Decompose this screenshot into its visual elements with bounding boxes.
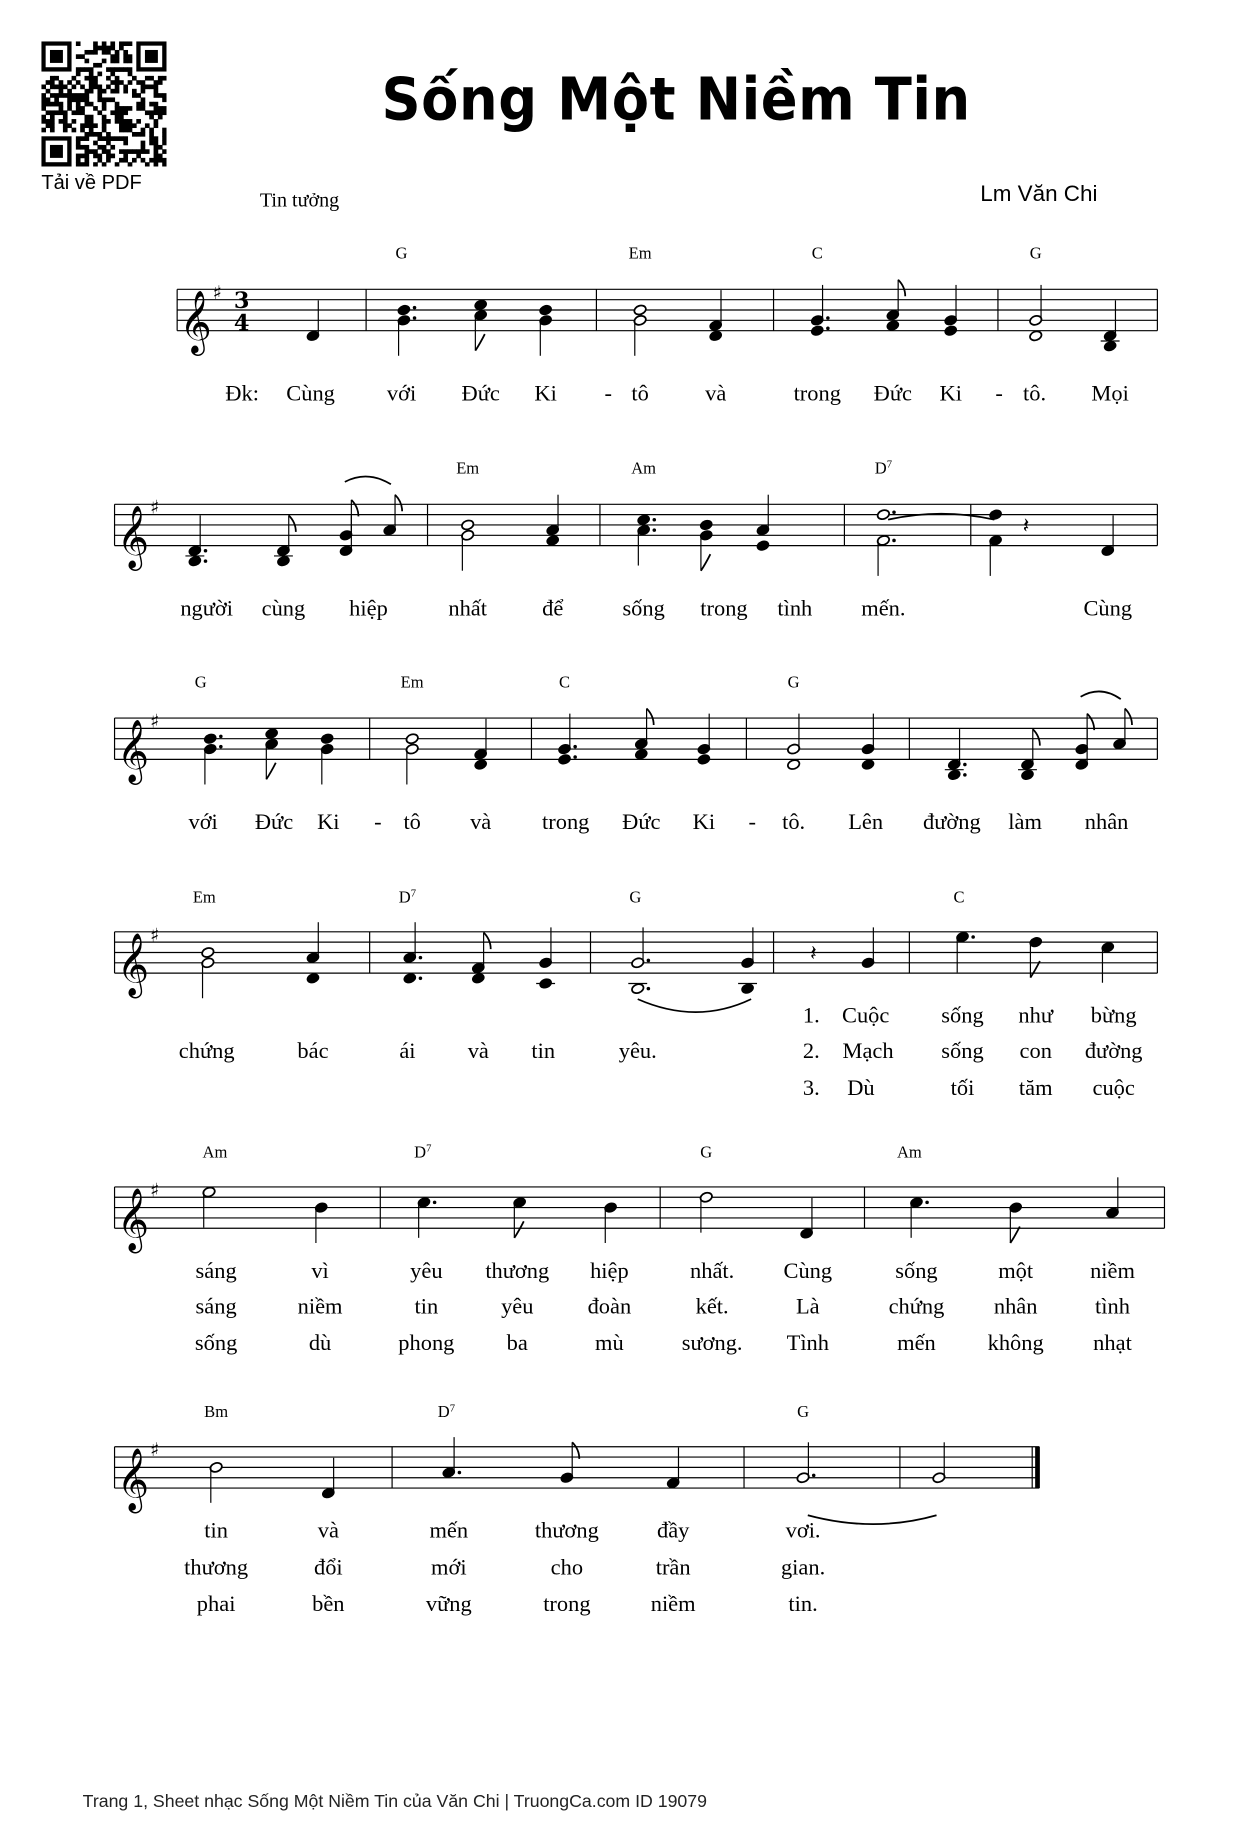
lyric-syllable: tô.	[1023, 381, 1047, 407]
lyric-syllable: thương	[485, 1258, 550, 1284]
lyric-syllable: bền	[312, 1591, 345, 1617]
chord-root: C	[953, 889, 965, 908]
lyric-syllable: Ki	[317, 810, 340, 835]
lyric-syllable: Cuộc	[841, 1003, 890, 1029]
treble-clef-icon: 𝄞	[116, 718, 150, 782]
chord-root: Em	[192, 889, 216, 908]
lyric-syllable: Mọi	[1091, 381, 1129, 407]
treble-clef-icon: 𝄞	[116, 1447, 150, 1511]
lyric-syllable: và	[705, 381, 727, 407]
lyric-syllable: tin.	[788, 1591, 818, 1617]
treble-clef-icon: 𝄞	[116, 1187, 150, 1251]
lyric-syllable: nhất	[448, 596, 487, 622]
lyric-syllable: chứng	[178, 1039, 235, 1065]
lyric-syllable: mù	[595, 1330, 624, 1356]
lyric-syllable: tình	[1095, 1294, 1130, 1320]
lyric-syllable: cuộc	[1092, 1075, 1135, 1101]
lyric-syllable: tăm	[1018, 1075, 1053, 1101]
lyric-syllable: tô.	[782, 810, 806, 835]
lyric-syllable: đoàn	[587, 1294, 632, 1320]
lyric-syllable: Lên	[848, 810, 884, 835]
lyric-syllable: đầy	[656, 1518, 690, 1544]
chord-root: G	[395, 245, 408, 264]
lyric-syllable: ba	[506, 1330, 528, 1356]
lyric-syllable: Đức	[254, 810, 294, 835]
lyric-syllable: phai	[196, 1591, 236, 1617]
chord-symbol	[204, 1404, 228, 1423]
lyric-syllable: -	[604, 381, 612, 407]
lyric-syllable: như	[1018, 1003, 1054, 1029]
lyric-syllable: cùng	[261, 596, 306, 622]
chord-root: Em	[400, 674, 424, 693]
lyric-syllable: cho	[550, 1555, 584, 1581]
lyric-syllable: vì	[311, 1258, 329, 1284]
lyric-syllable: kết.	[695, 1294, 729, 1320]
chord-root: Am	[631, 460, 657, 479]
lyric-syllable: 1.	[802, 1003, 820, 1029]
treble-clef-icon: 𝄞	[116, 505, 150, 569]
chord-root: C	[559, 674, 571, 693]
lyric-syllable: bừng	[1090, 1003, 1137, 1029]
lyric-syllable: tin	[204, 1518, 228, 1544]
sharp-icon: ♯	[149, 1439, 160, 1462]
tempo-marking: Tin tưởng	[259, 188, 340, 212]
time-signature-bottom: 4	[233, 310, 250, 337]
lyric-syllable: Đức	[622, 810, 661, 835]
chord-root: Am	[202, 1144, 228, 1163]
lyric-syllable: ái	[399, 1039, 416, 1065]
chord-root: Am	[896, 1144, 922, 1163]
lyric-syllable: Đk:	[225, 381, 259, 407]
lyric-syllable: con	[1019, 1039, 1052, 1065]
lyric-syllable: Cùng	[783, 1258, 833, 1284]
chord-root: G	[787, 674, 800, 693]
lyric-syllable: trong	[543, 1591, 591, 1617]
lyric-syllable: Mạch	[842, 1039, 894, 1065]
lyric-syllable: tô	[631, 381, 649, 407]
lyric-syllable: làm	[1008, 810, 1042, 835]
chord-root: D	[414, 1144, 427, 1163]
lyric-syllable: và	[317, 1518, 339, 1544]
chord-root: D	[398, 889, 411, 908]
lyric-syllable: trong	[542, 810, 590, 835]
chord-extension: 7	[410, 886, 417, 899]
sharp-icon: ♯	[149, 924, 160, 947]
lyric-syllable: -	[374, 810, 382, 835]
composer: Lm Văn Chi	[980, 181, 1098, 207]
lyric-syllable: và	[470, 810, 492, 835]
treble-clef-icon: 𝄞	[116, 932, 150, 996]
lyric-syllable: vơi.	[785, 1518, 821, 1544]
lyric-syllable: Ki	[534, 381, 557, 407]
lyric-syllable: người	[180, 596, 234, 622]
sharp-icon: ♯	[149, 710, 160, 733]
chord-extension: 7	[426, 1142, 432, 1154]
flag	[572, 1442, 579, 1459]
lyric-syllable: yêu	[501, 1294, 534, 1320]
lyric-syllable: nhân	[993, 1294, 1038, 1320]
lyric-syllable: sống	[941, 1003, 984, 1029]
lyric-syllable: yêu.	[618, 1039, 657, 1065]
dot	[458, 1471, 462, 1475]
lyric-syllable: phong	[398, 1330, 455, 1356]
sharp-icon: ♯	[212, 281, 222, 304]
lyric-syllable: Ki	[939, 381, 962, 407]
lyric-syllable: sáng	[195, 1294, 237, 1320]
lyric-syllable: và	[467, 1039, 489, 1065]
lyric-syllable: mới	[431, 1555, 467, 1581]
lyric-syllable: Đức	[873, 381, 912, 407]
lyric-syllable: không	[987, 1330, 1044, 1356]
dot	[812, 1474, 816, 1478]
lyric-syllable: trần	[655, 1555, 691, 1581]
treble-clef-icon: 𝄞	[179, 290, 212, 354]
chord-symbol	[437, 1401, 456, 1423]
lyric-syllable: tin	[414, 1294, 439, 1320]
lyric-syllable: mến	[897, 1330, 936, 1356]
chord-root: G	[629, 889, 642, 908]
lyric-syllable: niềm	[297, 1294, 343, 1320]
lyric-syllable: hiệp	[590, 1258, 629, 1284]
lyric-syllable: 2.	[802, 1039, 820, 1065]
lyric-syllable: thương	[534, 1518, 599, 1544]
tie-slur	[808, 1515, 937, 1524]
lyric-syllable: sương.	[681, 1330, 743, 1356]
lyric-syllable: sống	[194, 1330, 238, 1356]
time-signature-top: 3	[233, 288, 250, 315]
lyric-syllable: Là	[795, 1294, 820, 1320]
lyric-syllable: đường	[923, 810, 981, 835]
chord-root: G	[194, 674, 207, 693]
lyric-syllable: hiệp	[349, 596, 388, 622]
lyric-syllable: gian.	[780, 1555, 826, 1581]
lyric-syllable: sống	[895, 1258, 938, 1284]
lyric-syllable: dù	[308, 1330, 332, 1356]
lyric-syllable: bác	[297, 1039, 329, 1065]
chord-root: G	[797, 1404, 810, 1422]
lyric-syllable: mến.	[861, 596, 906, 622]
lyric-syllable: tin	[531, 1039, 556, 1065]
lyric-syllable: 3.	[802, 1075, 820, 1101]
chord-root: C	[811, 245, 823, 264]
chord-root: G	[700, 1144, 713, 1163]
lyric-syllable: niềm	[650, 1591, 696, 1617]
chord-root: Em	[628, 245, 652, 264]
quarter-rest-icon: 𝄽	[1022, 513, 1030, 539]
lyric-syllable: Tình	[786, 1330, 829, 1356]
lyric-syllable: Cùng	[1083, 596, 1133, 622]
lyric-syllable: trong	[793, 381, 841, 407]
lyric-syllable: trong	[700, 596, 748, 622]
lyric-syllable: tô	[403, 810, 421, 835]
lyric-syllable: tối	[950, 1075, 975, 1101]
lyric-syllable: để	[542, 596, 564, 622]
lyric-syllable: nhất.	[690, 1258, 735, 1284]
lyric-syllable: sống	[941, 1039, 984, 1065]
lyric-syllable: chứng	[888, 1294, 945, 1320]
download-pdf-link[interactable]: Tải về PDF	[41, 171, 142, 194]
chord-root: G	[1029, 245, 1042, 264]
chord-root: Em	[456, 460, 480, 479]
lyric-syllable: tình	[777, 596, 813, 622]
lyric-syllable: nhân	[1084, 810, 1129, 835]
quarter-rest-icon: 𝄽	[810, 941, 817, 967]
lyric-syllable: với	[386, 381, 417, 407]
sharp-icon: ♯	[149, 1179, 160, 1202]
lyric-syllable: đường	[1084, 1039, 1143, 1065]
lyric-syllable: mến	[429, 1518, 469, 1544]
lyric-syllable: vững	[425, 1591, 472, 1617]
lyric-syllable: sáng	[195, 1258, 237, 1284]
lyric-syllable: Ki	[692, 810, 716, 835]
lyric-syllable: -	[748, 810, 757, 835]
chord-root: D	[437, 1404, 450, 1422]
lyric-syllable: đổi	[313, 1555, 343, 1581]
chord-extension: 7	[886, 458, 893, 471]
lyric-syllable: niềm	[1090, 1258, 1135, 1284]
lyric-syllable: nhạt	[1093, 1330, 1132, 1356]
lyric-syllable: một	[998, 1258, 1034, 1284]
song-title: Sống Một Niềm Tin	[381, 64, 971, 134]
lyric-syllable: yêu	[410, 1258, 443, 1284]
lyric-syllable: Dù	[847, 1075, 875, 1101]
sharp-icon: ♯	[149, 496, 160, 519]
lyric-syllable: với	[188, 810, 218, 835]
lyric-syllable: Cùng	[286, 381, 335, 407]
lyric-syllable: -	[995, 381, 1003, 407]
chord-root: Bm	[204, 1404, 229, 1422]
lyric-syllable: sống	[622, 596, 665, 622]
lyric-syllable: thương	[184, 1555, 249, 1581]
chord-symbol	[797, 1404, 809, 1423]
page-footer: Trang 1, Sheet nhạc Sống Một Niềm Tin của Văn Chi | TruongCa.com ID 19079	[82, 1791, 707, 1812]
lyric-syllable: Đức	[461, 381, 500, 407]
chord-root: D	[874, 460, 887, 479]
chord-extension: 7	[449, 1401, 456, 1414]
